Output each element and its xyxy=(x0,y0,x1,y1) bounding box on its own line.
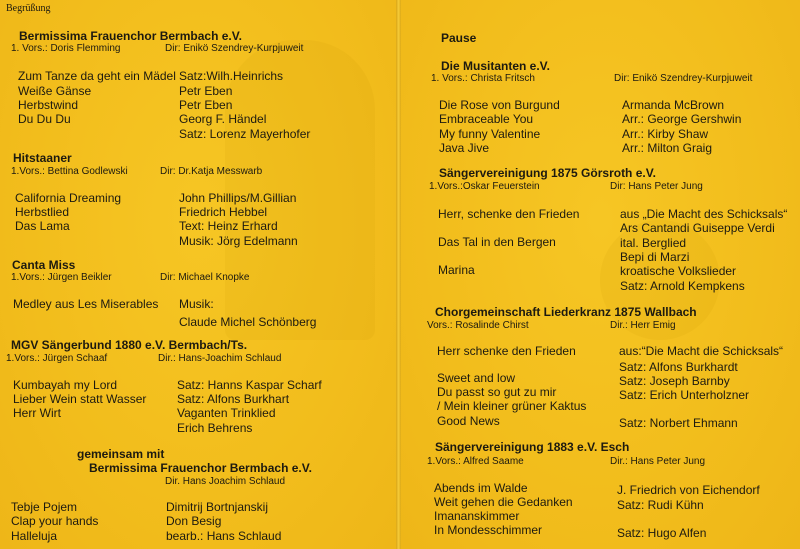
song-credit: Friedrich Hebbel xyxy=(179,205,268,219)
song-credit: Petr Eben xyxy=(179,98,233,112)
song-title: Sweet and low xyxy=(437,371,516,385)
song-title: Java Jive xyxy=(439,141,490,155)
song-credit: Georg F. Händel xyxy=(179,112,267,126)
song-credit: Arr.: George Gershwin xyxy=(622,112,742,126)
song-credit: Dimitrij Bortnjanskij xyxy=(166,500,269,514)
song-credit: John Phillips/M.Gillian xyxy=(179,191,297,205)
song-title: In Mondesschimmer xyxy=(434,523,543,537)
choir-chair: 1. Vors.: Doris Flemming xyxy=(11,43,121,54)
pause-heading: Pause xyxy=(441,31,477,45)
song-credit: aus:“Die Macht die Schicksals“ xyxy=(619,344,784,358)
choir-director: Dir: Hans Peter Jung xyxy=(610,181,703,192)
together-heading: gemeinsam mit xyxy=(77,447,165,461)
song-credit: Claude Michel Schönberg xyxy=(179,315,317,329)
song-title: Herbstwind xyxy=(18,98,79,112)
song-credit: Ars Cantandi Guiseppe Verdi xyxy=(620,221,775,235)
song-credit: Satz: Lorenz Mayerhofer xyxy=(179,127,311,141)
song-credit: Bepi di Marzi xyxy=(620,250,690,264)
song-credit: Musik: Jörg Edelmann xyxy=(179,234,298,248)
choir-name: Bermissima Frauenchor Bermbach e.V. xyxy=(19,29,242,43)
song-credit: bearb.: Hans Schlaud xyxy=(166,529,282,543)
choir-chair: Vors.: Rosalinde Chirst xyxy=(427,320,529,331)
song-title: Die Rose von Burgund xyxy=(439,98,560,112)
choir-director: Dir.: Hans-Joachim Schlaud xyxy=(158,353,282,364)
choir-director: Dir.: Herr Emig xyxy=(610,320,676,331)
song-title: / Mein kleiner grüner Kaktus xyxy=(437,399,587,413)
song-title: Medley aus Les Miserables xyxy=(13,297,159,311)
choir-name: MGV Sängerbund 1880 e.V. Bermbach/Ts. xyxy=(11,338,248,352)
song-credit: Satz:Wilh.Heinrichs xyxy=(179,69,284,83)
choir-chair: 1. Vors.: Christa Fritsch xyxy=(431,73,535,84)
song-title: Herr schenke den Frieden xyxy=(437,344,576,358)
song-credit: aus „Die Macht des Schicksals“ xyxy=(620,207,788,221)
song-credit: Satz: Alfons Burkhardt xyxy=(619,360,738,374)
section-header-begruessung: Begrüßung xyxy=(6,3,51,14)
choir-name: Die Musitanten e.V. xyxy=(441,59,550,73)
song-title: Weiße Gänse xyxy=(18,84,92,98)
song-credit: Musik: xyxy=(179,297,214,311)
song-title: Tebje Pojem xyxy=(11,500,78,514)
song-credit: Satz: Alfons Burkhart xyxy=(177,392,290,406)
song-title: Embraceable You xyxy=(439,112,534,126)
song-title: Lieber Wein statt Wasser xyxy=(13,392,147,406)
choir-name: Hitstaaner xyxy=(13,151,72,165)
song-credit: Vaganten Trinklied xyxy=(177,406,276,420)
choir-chair: 1.Vors.: Jürgen Beikler xyxy=(11,272,112,283)
song-credit: Satz: Norbert Ehmann xyxy=(619,416,738,430)
song-credit: J. Friedrich von Eichendorf xyxy=(617,483,760,497)
song-title: My funny Valentine xyxy=(439,127,541,141)
song-credit: Satz: Rudi Kühn xyxy=(617,498,704,512)
song-title: Kumbayah my Lord xyxy=(13,378,118,392)
song-title: Du Du Du xyxy=(18,112,71,126)
choir-chair: 1.Vors.:Oskar Feuerstein xyxy=(429,181,540,192)
song-title: Good News xyxy=(437,414,500,428)
song-title: Halleluja xyxy=(11,529,58,543)
song-title: Zum Tanze da geht ein Mädel xyxy=(18,69,176,83)
song-title: Clap your hands xyxy=(11,514,99,528)
choir-chair: 1.Vors.: Bettina Godlewski xyxy=(11,166,128,177)
choir-chair: 1.Vors.: Jürgen Schaaf xyxy=(6,353,108,364)
choir-director: Dir: Enikö Szendrey-Kurpjuweit xyxy=(614,73,753,84)
song-credit: Text: Heinz Erhard xyxy=(179,219,278,233)
song-title: Imananskimmer xyxy=(434,509,520,523)
choir-director: Dir: Enikö Szendrey-Kurpjuweit xyxy=(165,43,304,54)
song-credit: Erich Behrens xyxy=(177,421,253,435)
song-credit: Don Besig xyxy=(166,514,222,528)
choir-director: Dir: Dr.Katja Messwarb xyxy=(160,166,263,177)
song-title: Du passt so gut zu mir xyxy=(437,385,557,399)
song-credit: Arr.: Kirby Shaw xyxy=(622,127,709,141)
choir-director: Dir: Michael Knopke xyxy=(160,272,250,283)
song-title: Das Lama xyxy=(15,219,70,233)
choir-name: Canta Miss xyxy=(12,258,76,272)
song-title: Herr, schenke den Frieden xyxy=(438,207,580,221)
song-title: Weit gehen die Gedanken xyxy=(434,495,573,509)
song-title: Herbstlied xyxy=(15,205,70,219)
song-title: Herr Wirt xyxy=(13,406,61,420)
song-title: Abends im Walde xyxy=(434,481,528,495)
choir-director: Dir.: Hans Peter Jung xyxy=(610,456,706,467)
song-credit: kroatische Volkslieder xyxy=(620,264,737,278)
together-director: Dir. Hans Joachim Schlaud xyxy=(165,476,286,487)
song-title: Das Tal in den Bergen xyxy=(438,235,556,249)
choir-name: Sängervereinigung 1883 e.V. Esch xyxy=(435,440,630,454)
choir-chair: 1.Vors.: Alfred Saame xyxy=(427,456,524,467)
song-credit: Satz: Erich Unterholzner xyxy=(619,388,750,402)
song-credit: Arr.: Milton Graig xyxy=(622,141,713,155)
song-credit: Satz: Hanns Kaspar Scharf xyxy=(177,378,322,392)
song-credit: Petr Eben xyxy=(179,84,233,98)
song-credit: Satz: Hugo Alfen xyxy=(617,526,707,540)
song-title: Marina xyxy=(438,263,475,277)
page-fold xyxy=(396,0,401,549)
choir-name: Sängervereinigung 1875 Görsroth e.V. xyxy=(439,166,656,180)
together-choir-name: Bermissima Frauenchor Bermbach e.V. xyxy=(89,461,312,475)
song-credit: ital. Berglied xyxy=(620,236,687,250)
choir-name: Chorgemeinschaft Liederkranz 1875 Wallbach xyxy=(435,305,697,319)
song-title: California Dreaming xyxy=(15,191,122,205)
song-credit: Armanda McBrown xyxy=(622,98,725,112)
song-credit: Satz: Arnold Kempkens xyxy=(620,279,745,293)
song-credit: Satz: Joseph Barnby xyxy=(619,374,730,388)
